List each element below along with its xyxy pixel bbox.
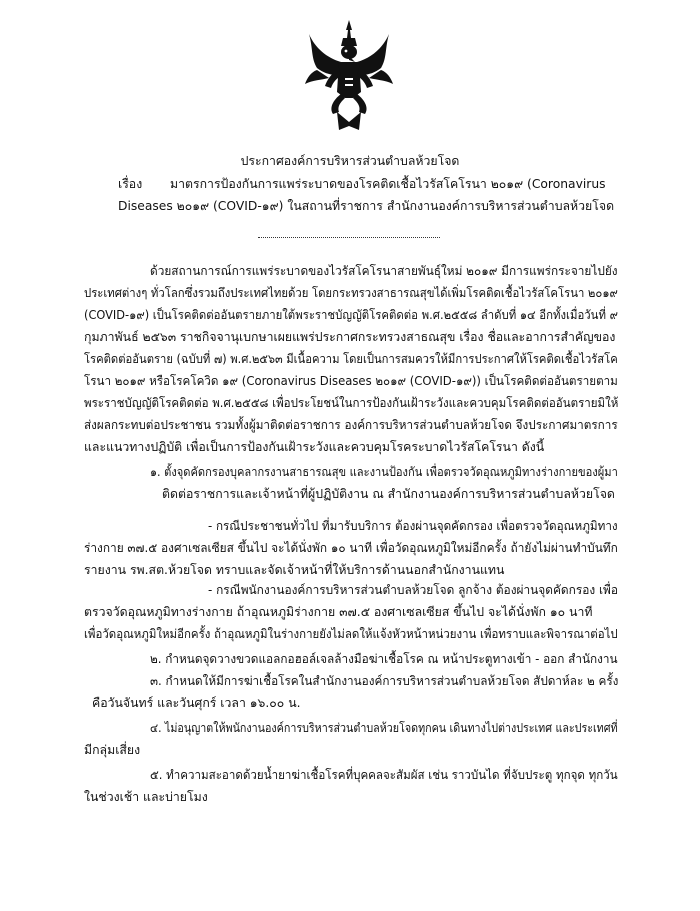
list-item-5: ๕. ทำความสะอาดด้วยน้ำยาฆ่าเชื้อโรคที่บุคคลจะสัมผัส เช่น ราวบันได ที่จับประตู ทุกจุด ทุกวัน — [150, 768, 618, 782]
sub-item-line: ร่างกาย ๓๗.๕ องศาเซลเซียส ขึ้นไป จะได้นั่งพัก ๑๐ นาที เพื่อวัดอุณหภูมิใหม่อีกครั้ง ถ้ายังไม่ผ่านทำบันทึก — [84, 541, 618, 555]
list-item-1-cont: ติดต่อราชการและเจ้าหน้าที่ผู้ปฏิบัติงาน ณ สำนักงานองค์การบริหารส่วนตำบลห้วยโจด — [162, 487, 615, 501]
paragraph-line: (COVID-๑๙) เป็นโรคติดต่ออันตรายภายใต้พระราชบัญญัติโรคติดต่อ พ.ศ.๒๕๕๘ ลำดับที่ ๑๔ อีกทั้งเมื่อวันที่ ๙ — [84, 308, 618, 322]
paragraph-line: โรนา ๒๐๑๙ หรือโรคโควิด ๑๙ (Coronavirus Diseases ๒๐๑๙ (COVID-๑๙)) เป็นโรคติดต่ออันตรายตาม — [84, 374, 618, 388]
list-item-4-cont: มีกลุ่มเสี่ยง — [84, 743, 141, 757]
subject-label: เรื่อง — [118, 177, 143, 191]
list-item-1: ๑. ตั้งจุดคัดกรองบุคลากรงานสาธารณสุข และงานป้องกัน เพื่อตรวจวัดอุณหภูมิทางร่างกายของผู้มา — [150, 465, 618, 479]
paragraph-line: ส่งผลกระทบต่อประชาชน รวมทั้งผู้มาติดต่อราชการ องค์การบริหารส่วนตำบลห้วยโจด จึงประกาศมาตรการ — [84, 418, 618, 432]
list-item-3-cont: คือวันจันทร์ และวันศุกร์ เวลา ๑๖.๐๐ น. — [92, 696, 301, 710]
list-item-4: ๔. ไม่อนุญาตให้พนักงานองค์การบริหารส่วนตำบลห้วยโจดทุกคน เดินทางไปต่างประเทศ และประเทศที่ — [150, 721, 618, 735]
separator-line — [258, 237, 440, 238]
sub-item-line: - กรณีพนักงานองค์การบริหารส่วนตำบลห้วยโจด ลูกจ้าง ต้องผ่านจุดคัดกรอง เพื่อ — [208, 583, 618, 597]
sub-item-line: เพื่อวัดอุณหภูมิใหม่อีกครั้ง ถ้าอุณหภูมิในร่างกายยังไม่ลดให้แจ้งหัวหน้าหน่วยงาน เพื่อทราบและพิจารณาต่อไป — [84, 627, 618, 641]
list-item-2: ๒. กำหนดจุดวางขวดแอลกอฮอล์เจลล้างมือฆ่าเชื้อโรค ณ หน้าประตูทางเข้า - ออก สำนักงาน — [150, 652, 618, 666]
announcement-title: ประกาศองค์การบริหารส่วนตำบลห้วยโจด — [240, 154, 460, 168]
paragraph-line: พระราชบัญญัติโรคติดต่อ พ.ศ.๒๕๕๘ เพื่อประโยชน์ในการป้องกันเฝ้าระวังและควบคุมโรคติดต่ออันตรายมิให้ — [84, 396, 619, 410]
paragraph-line: ด้วยสถานการณ์การแพร่ระบาดของไวรัสโคโรนาสายพันธุ์ใหม่ ๒๐๑๙ มีการแพร่กระจายไปยัง — [150, 264, 618, 278]
paragraph-line: กุมภาพันธ์ ๒๕๖๓ ราชกิจจานุเบกษาเผยแพร่ประกาศกระทรวงสาธณสุข เรื่อง ชื่อและอาการสำคัญของ — [84, 330, 616, 344]
paragraph-line: และแนวทางปฏิบัติ เพื่อเป็นการป้องกันเฝ้าระวังและควบคุมโรคระบาดไวรัสโคโรนา ดังนี้ — [84, 440, 545, 454]
paragraph-line: โรคติดต่ออันตราย (ฉบับที่ ๗) พ.ศ.๒๕๖๓ มีเนื้อความ โดยเป็นการสมควรให้มีการประกาศให้โรคติดเชื้อไวรัสโค — [84, 352, 618, 366]
sub-item-line: - กรณีประชาชนทั่วไป ที่มารับบริการ ต้องผ่านจุดคัดกรอง เพื่อตรวจวัดอุณหภูมิทาง — [208, 519, 618, 533]
subject-line-2: Diseases ๒๐๑๙ (COVID-๑๙) ในสถานที่ราชการ สำนักงานองค์การบริหารส่วนตำบลห้วยโจด — [118, 199, 615, 213]
subject-line-1: มาตรการป้องกันการแพร่ระบาดของโรคติดเชื้อไวรัสโคโรนา ๒๐๑๙ (Coronavirus — [170, 177, 606, 191]
garuda-emblem-icon — [303, 18, 395, 134]
list-item-3: ๓. กำหนดให้มีการฆ่าเชื้อโรคในสำนักงานองค์การบริหารส่วนตำบลห้วยโจด สัปดาห์ละ ๒ ครั้ง — [150, 674, 619, 688]
sub-item-line: รายงาน รพ.สต.ห้วยโจด ทราบและจัดเจ้าหน้าที่ให้บริการด้านนอกสำนักงานแทน — [84, 563, 505, 577]
sub-item-line: ตรวจวัดอุณหภูมิทางร่างกาย ถ้าอุณหภูมิร่างกาย ๓๗.๕ องศาเซลเซียส ขึ้นไป จะได้นั่งพัก ๑๐ นาที — [84, 605, 593, 619]
list-item-5-cont: ในช่วงเช้า และบ่ายโมง — [84, 790, 208, 804]
paragraph-line: ประเทศต่างๆ ทั่วโลกซึ่งรวมถึงประเทศไทยด้วย โดยกระทรวงสาธารณสุขได้เพิ่มโรคติดเชื้อไวรัสโคโรนา ๒๐๑๙ — [84, 286, 618, 300]
